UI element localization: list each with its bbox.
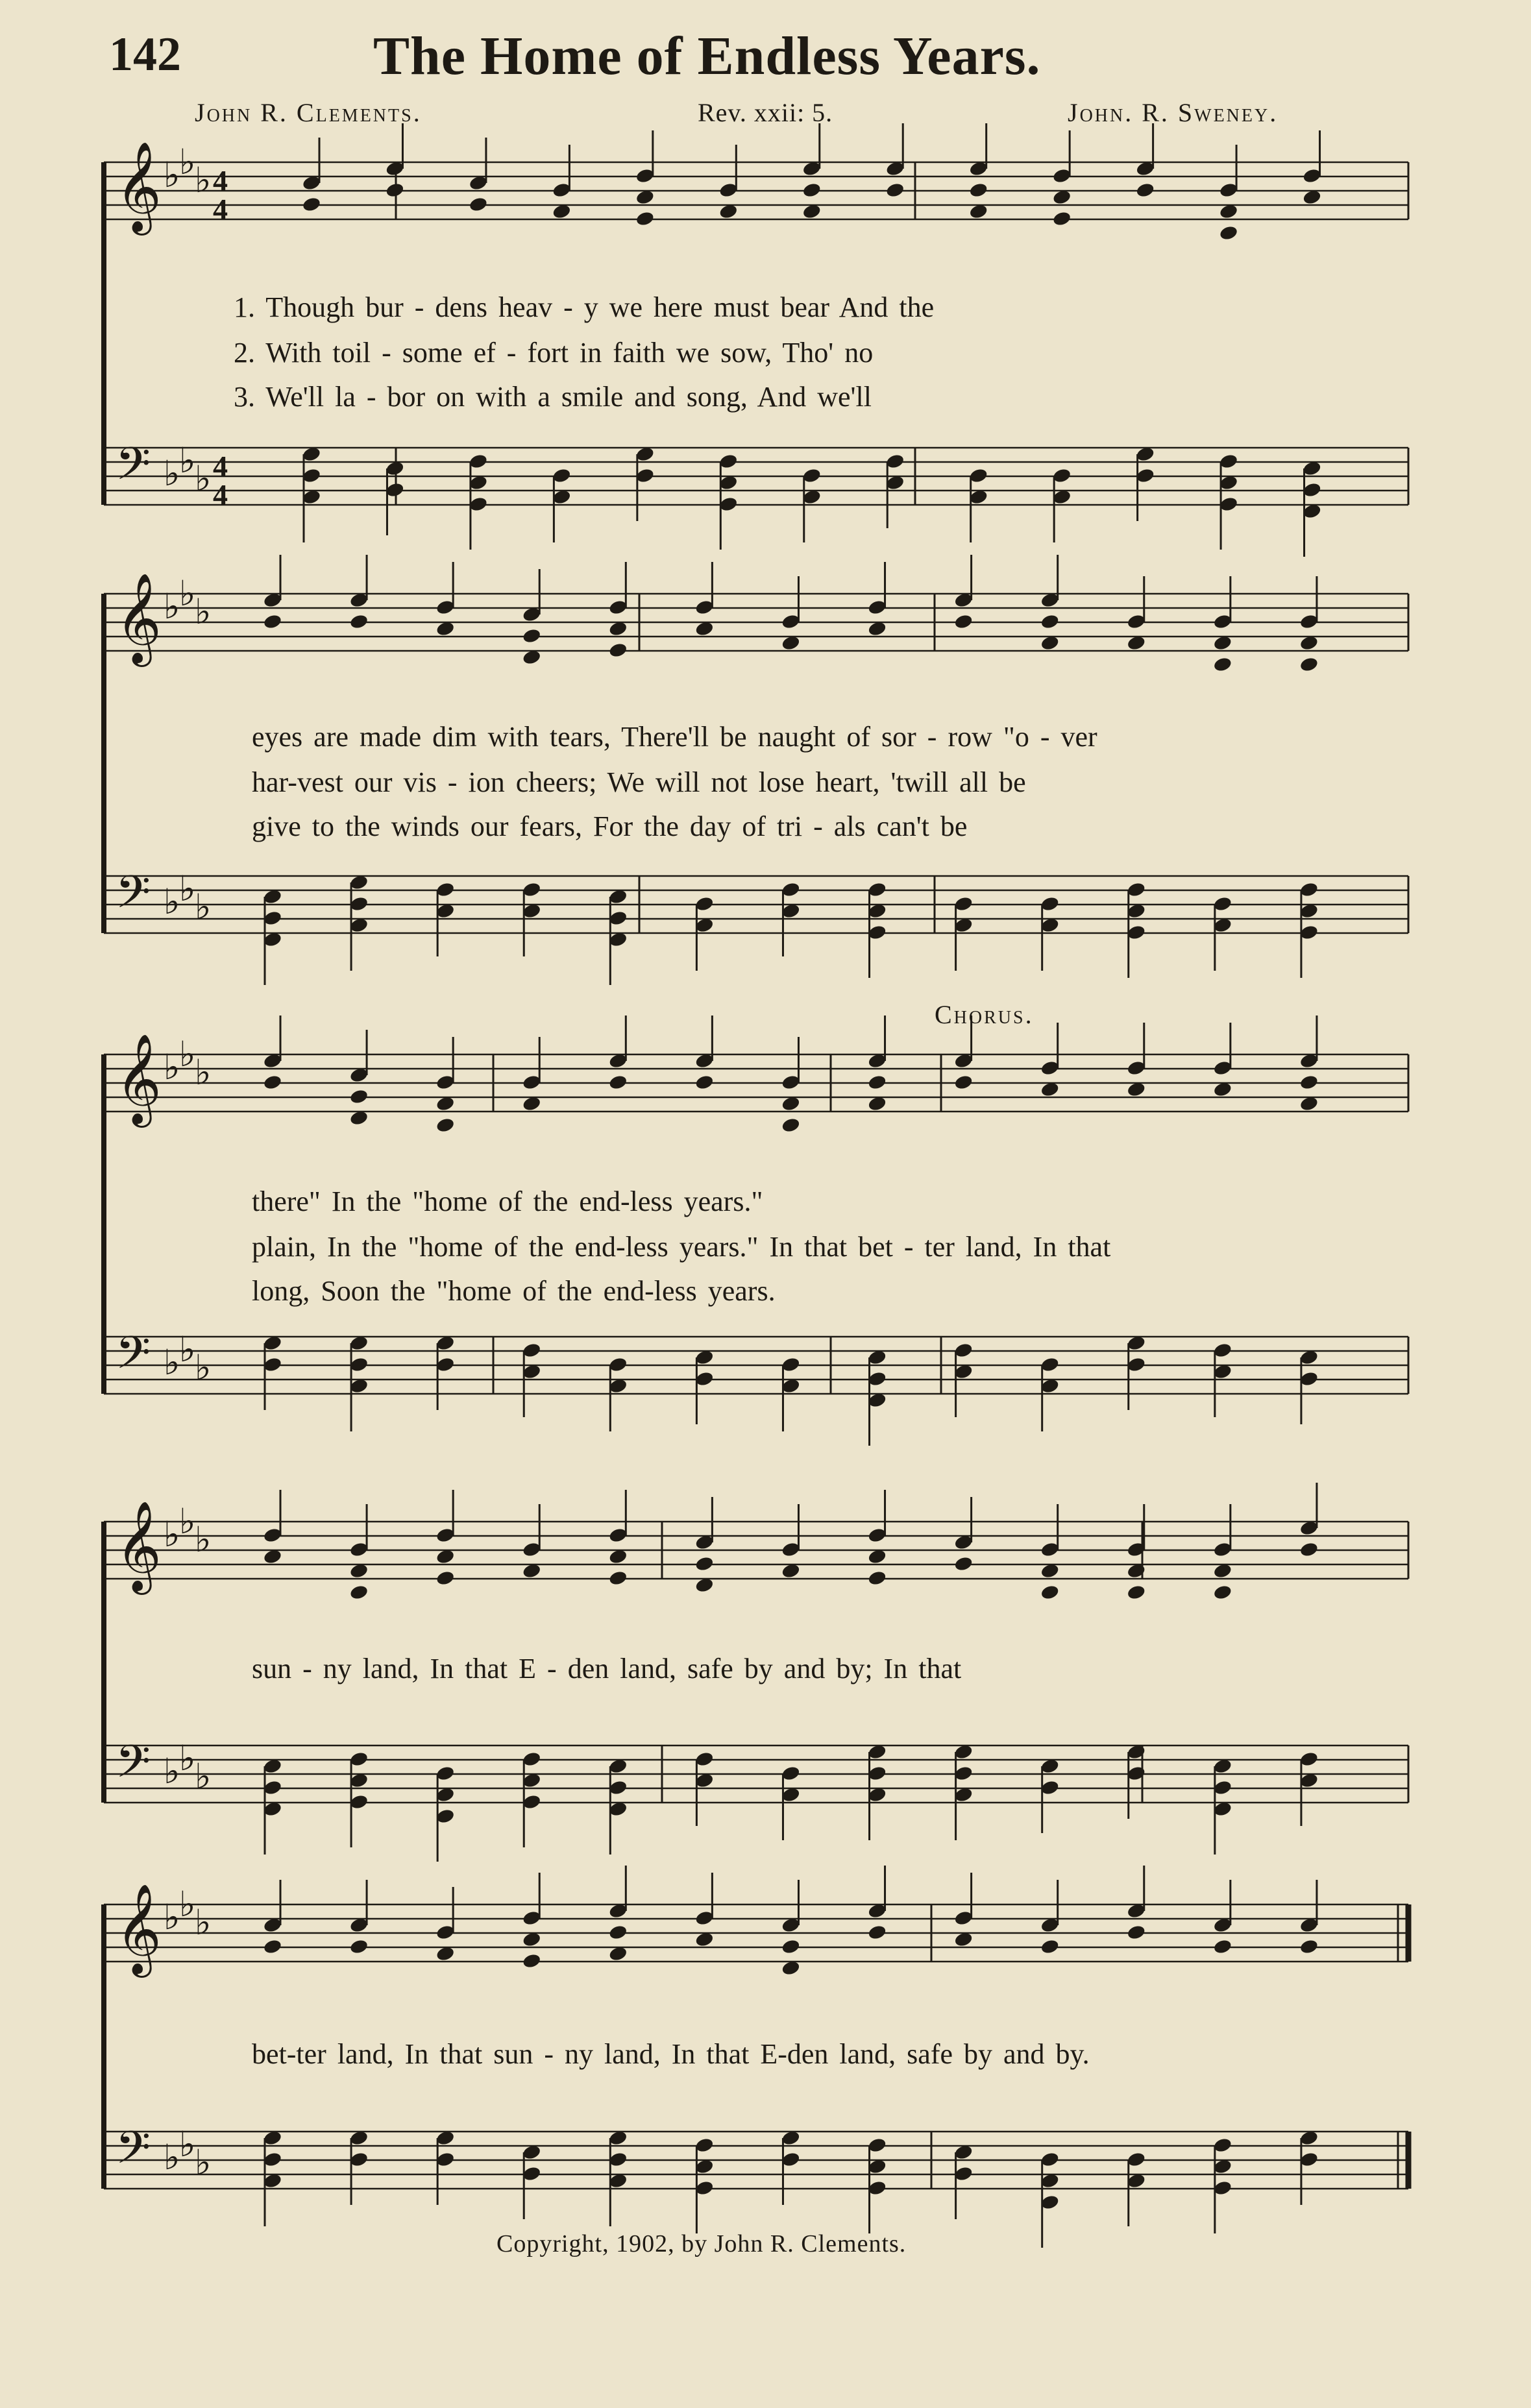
treble-clef: 𝄞 (116, 1034, 162, 1124)
notehead (435, 1117, 456, 1134)
notehead (694, 1074, 715, 1091)
flat-sign: ♭ (179, 141, 196, 182)
flat-sign: ♭ (179, 1884, 196, 1925)
bass-clef: 𝄢 (116, 1735, 151, 1799)
flat-sign: ♭ (179, 440, 196, 481)
notehead (608, 1074, 628, 1091)
bass-clef: 𝄢 (116, 2121, 151, 2185)
time-signature: 4 (213, 193, 228, 226)
notehead (1126, 1584, 1146, 1601)
lyric-line: 2. With toil - some ef - fort in faith we sow, Tho' no (234, 337, 874, 369)
lyric-line: plain, In the "home of the end-less years." In that bet - ter land, In that (252, 1231, 1111, 1263)
flat-sign: ♭ (195, 886, 212, 927)
notehead (1126, 1924, 1146, 1941)
notehead (885, 182, 905, 199)
notehead (469, 196, 489, 213)
flat-sign: ♭ (195, 458, 212, 499)
flat-sign: ♭ (164, 1342, 180, 1383)
notehead (1040, 613, 1060, 630)
notehead (608, 1570, 628, 1587)
flat-sign: ♭ (179, 2124, 196, 2165)
author-credit: John R. Clements. (195, 98, 422, 127)
notehead (385, 182, 405, 199)
notehead (635, 210, 655, 227)
notehead (522, 627, 542, 644)
flat-sign: ♭ (195, 1902, 212, 1943)
time-signature: 4 (213, 478, 228, 511)
flat-sign: ♭ (164, 1751, 180, 1792)
time-signature: 4 (213, 450, 228, 483)
flat-sign: ♭ (164, 2137, 180, 2178)
flat-sign: ♭ (179, 1738, 196, 1779)
chorus-label: Chorus. (935, 1000, 1034, 1029)
notehead (349, 613, 369, 630)
time-signature: 4 (213, 164, 228, 197)
notehead (302, 196, 322, 213)
flat-sign: ♭ (164, 154, 180, 195)
flat-sign: ♭ (195, 1052, 212, 1093)
notehead (781, 1117, 801, 1134)
flat-sign: ♭ (195, 1519, 212, 1560)
notehead (1040, 1938, 1060, 1955)
flat-sign: ♭ (164, 586, 180, 627)
flat-sign: ♭ (164, 1897, 180, 1938)
page-number: 142 (109, 28, 181, 81)
lyric-line: sun - ny land, In that E - den land, safe by and by; In that (252, 1653, 962, 1684)
notehead (435, 1570, 456, 1587)
flat-sign: ♭ (195, 1347, 212, 1388)
notehead (263, 1938, 283, 1955)
notehead (1299, 1541, 1319, 1558)
notehead (349, 1088, 369, 1105)
treble-clef: 𝄞 (116, 1884, 162, 1974)
lyric-line: there" In the "home of the end-less years." (252, 1186, 763, 1217)
flat-sign: ♭ (179, 1501, 196, 1542)
flat-sign: ♭ (195, 1756, 212, 1797)
notehead (867, 1074, 887, 1091)
flat-sign: ♭ (195, 2142, 212, 2183)
lyric-line: give to the winds our fears, For the day of tri - als can't be (252, 810, 968, 842)
notehead (1213, 1938, 1233, 1955)
flat-sign: ♭ (179, 1329, 196, 1370)
notehead (1213, 656, 1233, 673)
notehead (522, 1952, 542, 1969)
notehead (1213, 1584, 1233, 1601)
notehead (953, 613, 974, 630)
flat-sign: ♭ (164, 453, 180, 494)
notehead (968, 182, 988, 199)
bass-clef: 𝄢 (116, 1326, 151, 1390)
notehead (349, 1938, 369, 1955)
treble-clef: 𝄞 (116, 1501, 162, 1591)
flat-sign: ♭ (179, 573, 196, 614)
notehead (1135, 182, 1155, 199)
notehead (1040, 1584, 1060, 1601)
hymn-title: The Home of Endless Years. (373, 26, 1041, 86)
notehead (867, 1570, 887, 1587)
notehead (781, 1938, 801, 1955)
flat-sign: ♭ (195, 591, 212, 632)
treble-clef: 𝄞 (116, 573, 162, 663)
notehead (953, 1074, 974, 1091)
scripture-reference: Rev. xxii: 5. (698, 98, 833, 127)
flat-sign: ♭ (164, 1047, 180, 1088)
composer-credit: John. R. Sweney. (1068, 98, 1279, 127)
lyric-line: 1. Though bur - dens heav - y we here must bear And the (234, 291, 935, 323)
notehead (608, 642, 628, 659)
notehead (1219, 225, 1239, 241)
notehead (1299, 1938, 1319, 1955)
flat-sign: ♭ (179, 1034, 196, 1075)
lyric-line: har-vest our vis - ion cheers; We will not lose heart, 'twill all be (252, 766, 1026, 798)
copyright-notice: Copyright, 1902, by John R. Clements. (496, 2230, 907, 2257)
lyric-line: bet-ter land, In that sun - ny land, In that E-den land, safe by and by. (252, 2038, 1090, 2070)
flat-sign: ♭ (164, 1514, 180, 1555)
notehead (1299, 1074, 1319, 1091)
notehead (263, 613, 283, 630)
notehead (867, 1924, 887, 1941)
notehead (608, 1924, 628, 1941)
notehead (1299, 656, 1319, 673)
flat-sign: ♭ (179, 868, 196, 909)
bass-clef: 𝄢 (116, 866, 151, 929)
notehead (694, 1555, 715, 1572)
flat-sign: ♭ (164, 881, 180, 922)
lyric-line: 3. We'll la - bor on with a smile and song, And we'll (234, 381, 872, 413)
notehead (1052, 210, 1072, 227)
notehead (802, 182, 822, 199)
notehead (953, 1555, 974, 1572)
treble-clef: 𝄞 (116, 141, 162, 232)
lyric-line: eyes are made dim with tears, There'll be naught of sor - row "o - ver (252, 721, 1097, 753)
notehead (349, 1584, 369, 1601)
bass-clef: 𝄢 (116, 437, 151, 501)
lyric-line: long, Soon the "home of the end-less years. (252, 1275, 776, 1307)
notehead (263, 1074, 283, 1091)
flat-sign: ♭ (195, 160, 212, 201)
